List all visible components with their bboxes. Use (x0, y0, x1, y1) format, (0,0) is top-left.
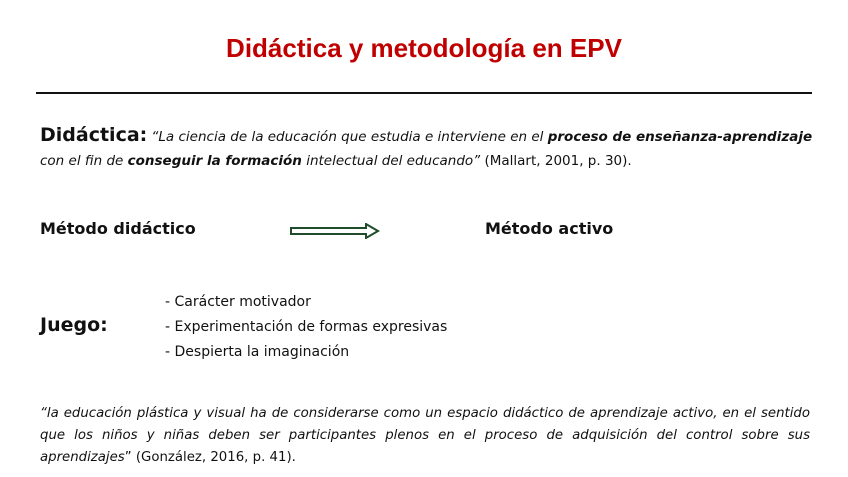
gonzalez-quote (40, 403, 810, 469)
list-item: - Carácter motivador (165, 294, 311, 310)
quote-close-mark: ” (124, 450, 132, 465)
juego-label: Juego: (40, 314, 108, 336)
quote-citation: (González, 2016, p. 41). (131, 450, 296, 465)
page-title: Didáctica y metodología en EPV (226, 33, 622, 63)
definition-quote-part-3: intelectual del educando” (301, 153, 481, 169)
juego-list (165, 290, 447, 365)
metodo-didactico-label: Método didáctico (40, 219, 196, 238)
quote-text: “la educación plástica y visual ha de considerarse como un espacio didáctico de aprendizaje activo, en el sentido que los niños y niñas deben ser participantes plenos en el proceso de adquisición del control sobre sus aprendizajes (40, 406, 810, 465)
definition-label: Didáctica: (40, 124, 148, 146)
metodo-activo-label: Método activo (485, 219, 614, 238)
definition-citation: (Mallart, 2001, p. 30). (480, 153, 632, 169)
right-arrow-icon (290, 223, 380, 239)
list-item: - Despierta la imaginación (165, 344, 350, 360)
didactica-definition (40, 124, 815, 173)
title-divider (36, 92, 812, 94)
definition-quote-part-2: con el fin de (40, 153, 128, 169)
definition-bold-2: conseguir la formación (127, 153, 302, 169)
definition-quote-part-1: “La ciencia de la educación que estudia e interviene en el (151, 129, 548, 145)
definition-bold-1: proceso de enseñanza-aprendizaje (547, 129, 813, 145)
list-item: - Experimentación de formas expresivas (165, 319, 448, 335)
